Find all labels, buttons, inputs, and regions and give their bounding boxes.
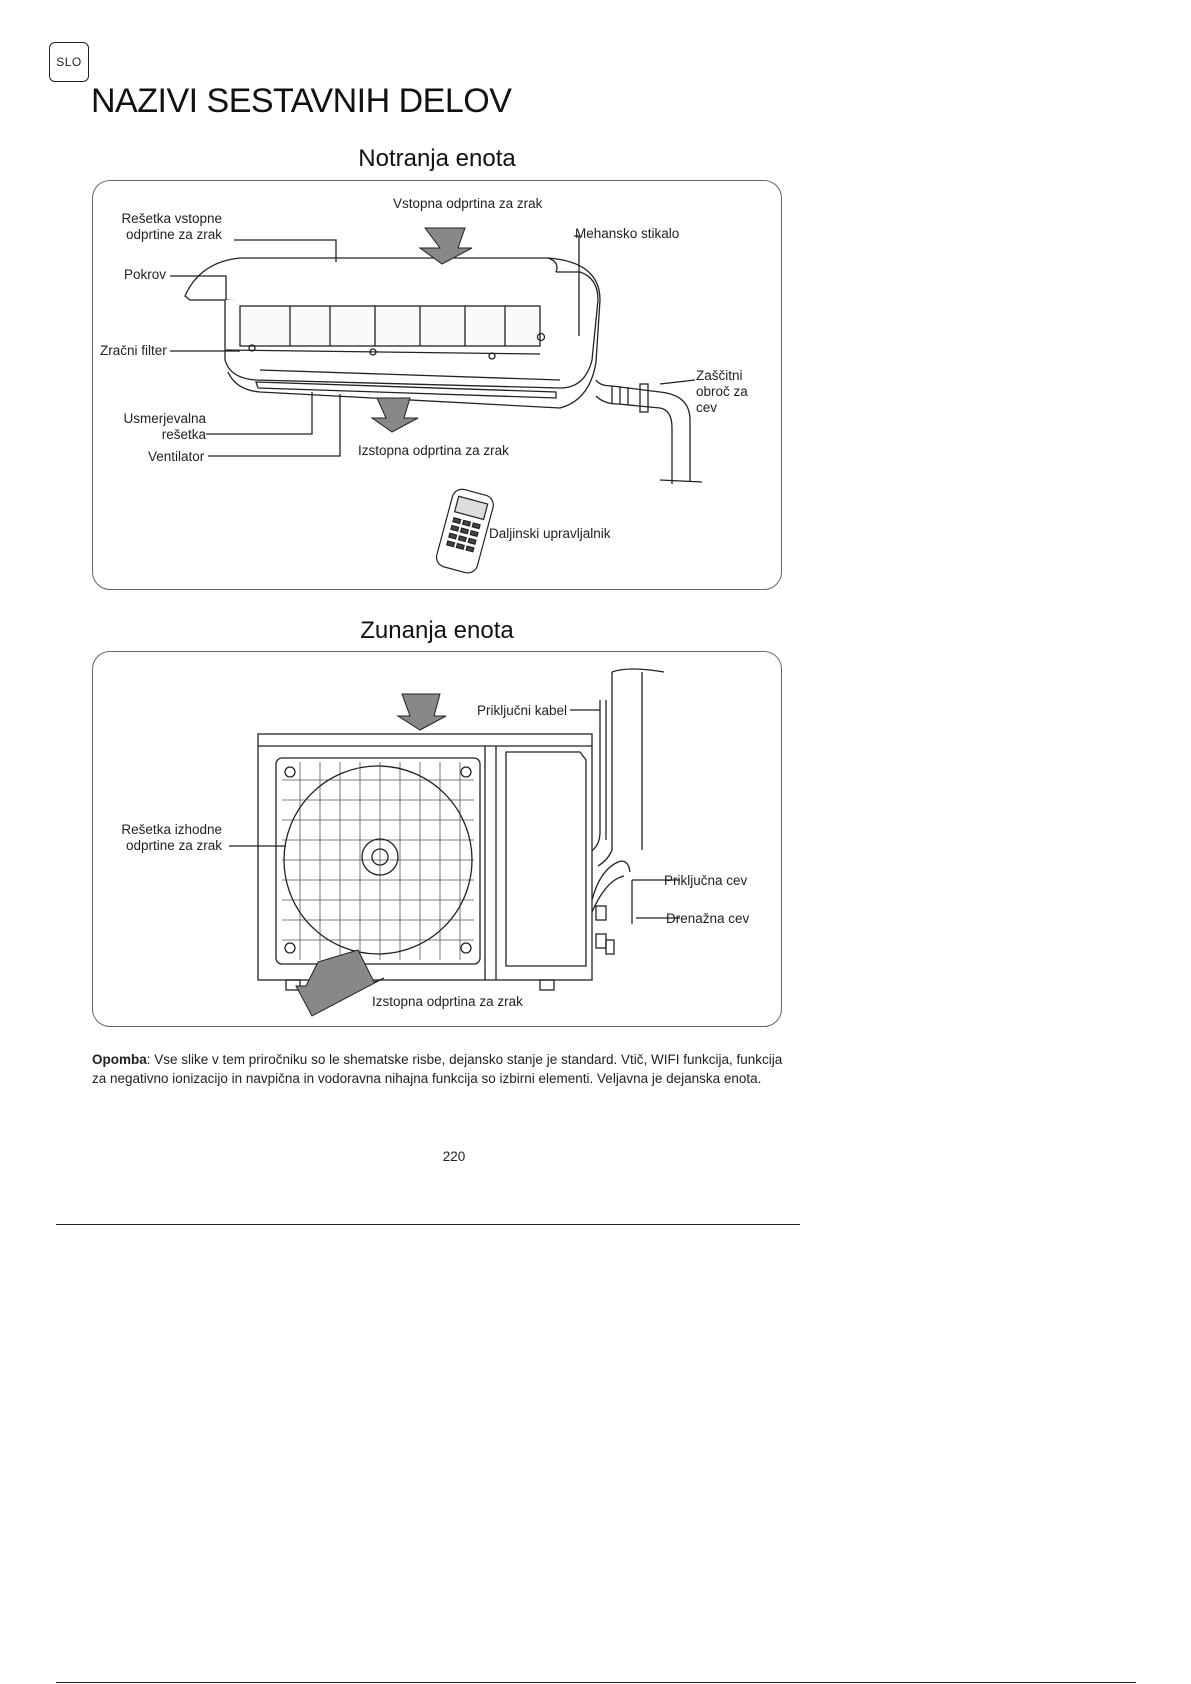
drain-hose-label: Drenažna cev [666,911,750,926]
connecting-pipe-label: Priključna cev [664,873,748,888]
outdoor-cabinet [258,734,592,980]
indoor-air-outlet-label: Izstopna odprtina za zrak [358,443,509,458]
guard-ring-label-line3: cev [696,400,718,415]
indoor-unit-heading: Notranja enota [358,145,516,172]
outlet-grille-label-line2: odprtine za zrak [125,838,222,853]
page-title: NAZIVI SESTAVNIH DELOV [91,82,512,120]
guard-ring-label-line2: obroč za [696,384,748,399]
note-label: Opomba [92,1052,147,1067]
cover-label: Pokrov [124,267,167,282]
air-filter-label: Zračni filter [100,343,167,358]
bottom-divider-line [56,1682,1136,1683]
remote-label: Daljinski upravljalnik [489,526,611,541]
guard-ring-label-line1: Zaščitni [696,368,743,383]
outdoor-air-inlet-arrow [398,694,446,730]
note-text: : Vse slike v tem priročniku so le shematske risbe, dejansko stanje je standard. Vtič, WIFI funkcija, funkcija za negativno ionizacijo in navpična in vodoravna nihajna funkcija so izbirni elementi. Veljavna je dejanska enota. [92,1052,783,1086]
outlet-grille-label-line1: Rešetka izhodne [121,822,222,837]
page-number: 220 [442,1149,466,1164]
fan-label: Ventilator [148,449,205,464]
connecting-pipe [592,861,630,900]
louver-label-line1: Usmerjevalna [123,411,206,426]
divider-line [56,1224,800,1225]
mechanical-switch-label: Mehansko stikalo [575,226,680,241]
language-badge: SLO [49,42,89,82]
outdoor-unit-heading: Zunanja enota [360,617,514,644]
note-paragraph [92,1050,792,1088]
connecting-cable-label: Priključni kabel [477,703,568,718]
air-intake-label: Vstopna odprtina za zrak [393,196,543,211]
outdoor-air-outlet-label: Izstopna odprtina za zrak [372,994,523,1009]
intake-grille-label-line2: odprtine za zrak [125,227,222,242]
louver-label-line2: rešetka [161,427,206,442]
intake-grille-label-line1: Rešetka vstopne [121,211,222,226]
